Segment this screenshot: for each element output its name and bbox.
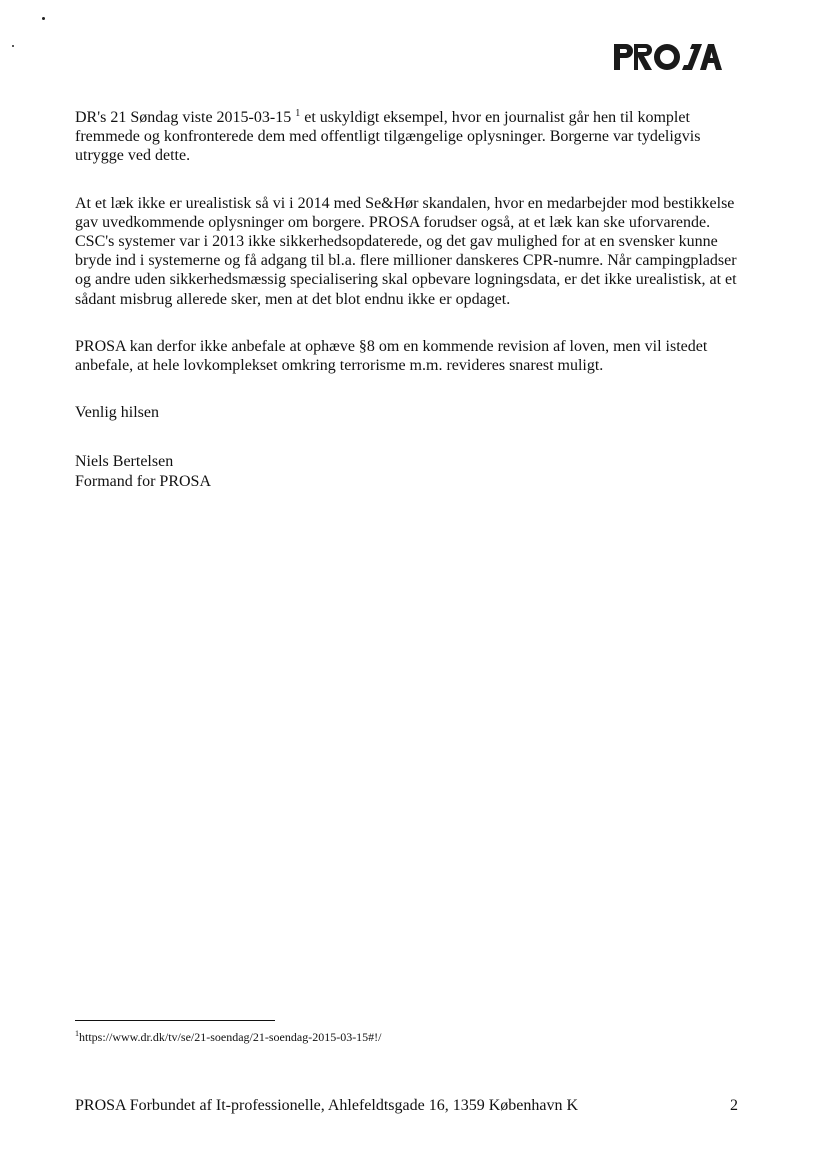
closing-greeting: Venlig hilsen xyxy=(75,404,159,422)
footnote xyxy=(75,1030,382,1044)
footnote-url: https://www.dr.dk/tv/se/21-soendag/21-soendag-2015-03-15#!/ xyxy=(79,1030,382,1044)
paragraph-dr-example-start: DR's 21 Søndag viste 2015-03-15 xyxy=(75,109,292,126)
footnote-separator xyxy=(75,1020,275,1021)
paragraph-dr-example-rest: et uskyldigt eksempel, hvor en journalist går hen til komplet fremmede og konfronterede dem med offentligt tilgængelige oplysninger. Borgerne var tydeligvis utrygge ved dette. xyxy=(75,109,701,165)
signature-block xyxy=(75,452,737,490)
footnote-reference: 1 xyxy=(295,108,301,119)
paragraph-dr-example xyxy=(75,108,737,166)
scan-speck xyxy=(42,17,45,20)
paragraph-leak-risk: At et læk ikke er urealistisk så vi i 2014 med Se&Hør skandalen, hvor en medarbejder mod bestikkelse gav uvedkommende oplysninger om borgere. PROSA forudser også, at et læk kan ske uforvarende. CSC's systemer var i 2013 ikke sikkerhedsopdaterede, og det gav mulighed for at en svensker kunne bryde ind i systemerne og få adgang til bl.a. flere millioner danskeres CPR-numre. Når campingpladser og andre uden sikkerhedsmæssig specialisering skal opbevare logningsdata, er det ikke urealistisk, at et sådant misbrug allerede sker, men at det blot endnu ikke er opdaget. xyxy=(75,194,737,308)
prosa-logo xyxy=(612,42,722,72)
letter-body xyxy=(75,108,737,491)
signer-title: Formand for PROSA xyxy=(75,472,212,490)
scan-speck xyxy=(12,45,14,47)
footer-address: PROSA Forbundet af It-professionelle, Ahlefeldtsgade 16, 1359 København K xyxy=(75,1097,579,1114)
page-number: 2 xyxy=(730,1097,738,1114)
prosa-logo-mark xyxy=(612,42,722,72)
paragraph-recommendation: PROSA kan derfor ikke anbefale at ophæve §8 om en kommende revision af loven, men vil istedet anbefale, at hele lovkomplekset omkring terrorisme m.m. revideres snarest muligt. xyxy=(75,337,708,375)
signer-name: Niels Bertelsen xyxy=(75,453,174,471)
footnote-marker: 1 xyxy=(75,1029,79,1038)
